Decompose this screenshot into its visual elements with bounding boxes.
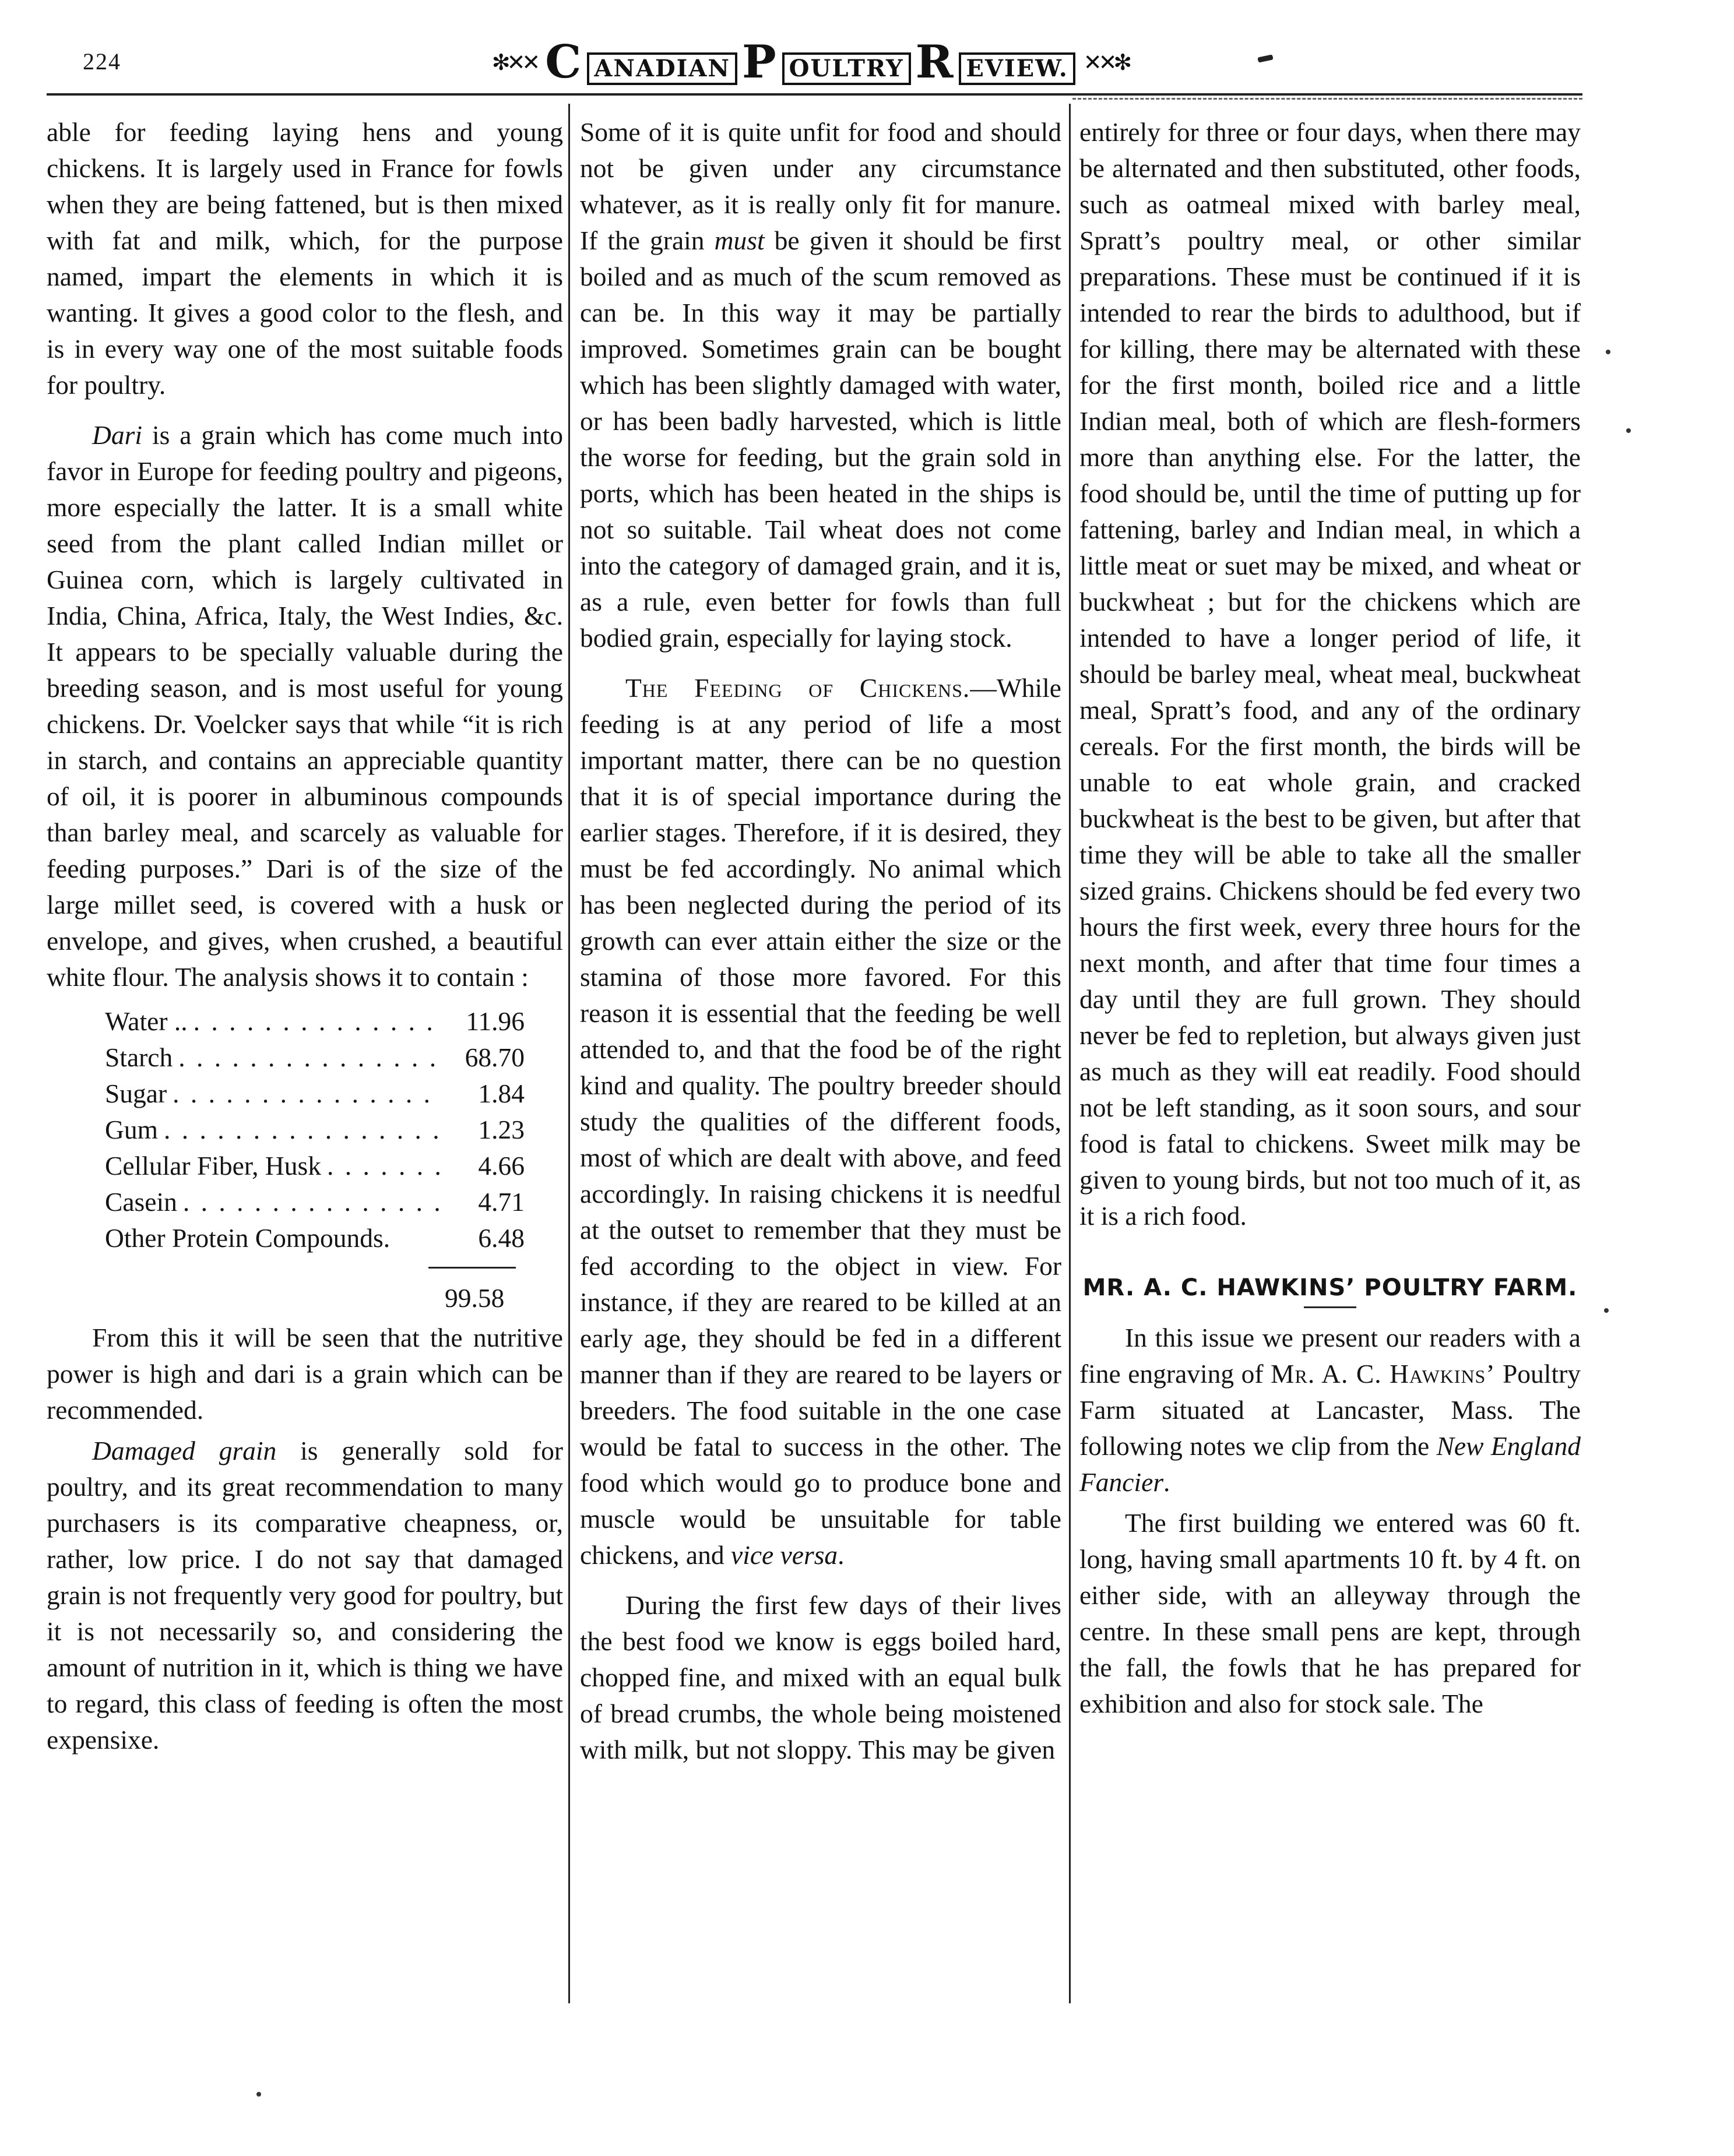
heading-rule bbox=[1304, 1306, 1356, 1308]
analysis-row: Casein . . . 4.71 bbox=[105, 1184, 525, 1220]
ink-mark bbox=[1257, 54, 1273, 62]
speck bbox=[1604, 1308, 1609, 1313]
header-rule bbox=[47, 93, 1582, 96]
masthead-initial-p: P bbox=[742, 36, 778, 89]
article-heading: MR. A. C. HAWKINS’ POULTRY FARM. bbox=[1082, 1274, 1578, 1301]
column-rule-1 bbox=[568, 104, 570, 2003]
paragraph: During the first few days of their lives the best food we know is eggs boiled hard, chopped fine, and mixed with an equal bulk of bread crumbs, the whole being moistened with milk, but not sloppy. This may be given bbox=[580, 1590, 1061, 1764]
paragraph: From this it will be seen that the nutritive power is high and dari is a grain which can be recommended. bbox=[47, 1323, 563, 1425]
analysis-row: Sugar . . . 1.84 bbox=[105, 1076, 525, 1112]
column-2 bbox=[580, 114, 1061, 1768]
person-name: Mr. A. C. Hawkins’ bbox=[1271, 1359, 1496, 1389]
masthead bbox=[491, 30, 1129, 94]
masthead-initial-r: R bbox=[915, 36, 955, 89]
paragraph: The first building we entered was 60 ft. long, having small apartments 10 ft. by 4 ft. on either side, with an alleyway through the centre. In these small pens are kept, through the fall, the fowls that he has prepared for exhibition and also for stock sale. The bbox=[1079, 1508, 1581, 1718]
masthead-word-poultry: OULTRY bbox=[782, 52, 911, 85]
analysis-row: Gum . . . 1.23 bbox=[105, 1112, 525, 1148]
masthead-initial-c: C bbox=[545, 36, 583, 89]
masthead-title bbox=[545, 36, 1075, 89]
analysis-table bbox=[105, 1003, 525, 1256]
term-dari: Dari bbox=[92, 420, 142, 450]
source-title: New England Fancier bbox=[1079, 1431, 1581, 1497]
paragraph: Some of it is quite unfit for food and should not be given under any circumstance whatever, as it is really only fit for manure. If the grain must be given it should be first boiled and as much of the scum removed as can be. In this way it may be partially improved. Sometimes grain can be bought which has been slightly damaged with water, or has been badly harvested, which is little the worse for feeding, but the grain sold in ports, which has been heated in the ships is not so suitable. Tail wheat does not come into the category of damaged grain, and it is, as a rule, even better for fowls than full bodied grain, especially for laying stock. bbox=[580, 117, 1061, 653]
column-1 bbox=[47, 114, 563, 1758]
analysis-total: 99.58 bbox=[445, 1283, 505, 1313]
analysis-row: Cellular Fiber, Husk . . . 4.66 bbox=[105, 1148, 525, 1184]
left-ornament-icon: ✻✕✕ bbox=[491, 50, 537, 75]
right-ornament-icon: ✕✕✻ bbox=[1083, 50, 1129, 75]
masthead-word-canadian: ANADIAN bbox=[587, 52, 737, 85]
header-rule-faint bbox=[1072, 98, 1582, 100]
analysis-row: Other Protein Compounds. 6.48 bbox=[105, 1223, 525, 1253]
page-number: 224 bbox=[83, 48, 121, 75]
paragraph: entirely for three or four days, when there may be alternated and then substituted, other foods, such as oatmeal mixed with barley meal, Spratt’s poultry meal, or other similar preparations. These must be continued if it is intended to rear the birds to adulthood, but if for killing, there may be alternated with these for the first month, boiled rice and a little Indian meal, both of which are flesh-formers more than anything else. For the latter, the food should be, until the time of putting up for fattening, barley and Indian meal, in which a little meat or suet may be mixed, and wheat or buckwheat ; but for the chickens which are intended to have a longer period of life, it should be barley meal, wheat meal, buckwheat meal, Spratt’s food, and any of the ordinary cereals. For the first month, the birds will be unable to eat whole grain, and cracked buckwheat is the best to be given, but after that time they will be able to take all the smaller sized grains. Chickens should be fed every two hours the first week, every three hours for the next month, and after that time four times a day until they are full grown. They should never be fed to repletion, but always given just as much as they will eat readily. Food should not be left standing, as it soon sours, and sour food is fatal to chickens. Sweet milk may be given to young birds, but not too much of it, as it is a rich food. bbox=[1079, 117, 1581, 1231]
term-damaged-grain: Damaged grain bbox=[92, 1436, 277, 1465]
sum-rule bbox=[428, 1267, 516, 1269]
paragraph-dari: Dari is a grain which has come much into favor in Europe for feeding poultry and pigeons, more especially the latter. It is a small white seed from the plant called Indian millet or Guinea corn, which is largely cultivated in India, China, Africa, Italy, the West Indies, &c. It appears to be specially valuable during the breeding season, and is most useful for young chickens. Dr. Voelcker says that while “it is rich in starch, and contains an appreciable quantity of oil, it is poorer in albuminous compounds than barley meal, and scarcely as valuable for feeding purposes.” Dari is of the size of the large millet seed, is covered with a husk or envelope, and gives, when crushed, a beautiful white flour. The analysis shows it to contain : bbox=[47, 420, 563, 992]
analysis-row: Water .. . . . 11.96 bbox=[105, 1003, 525, 1040]
masthead-word-review: EVIEW. bbox=[959, 52, 1075, 85]
column-rule-2 bbox=[1069, 104, 1071, 2003]
speck bbox=[256, 2092, 261, 2097]
paragraph: able for feeding laying hens and young chickens. It is largely used in France for fowls when they are being fattened, but is then mixed with fat and milk, which, for the purpose named, impart the elements in which it is wanting. It gives a good color to the flesh, and is in every way one of the most suitable foods for poultry. bbox=[47, 117, 563, 400]
speck bbox=[1626, 428, 1631, 433]
paragraph-damaged-grain: Damaged grain is generally sold for poultry, and its great recommendation to many purchasers is its comparative cheapness, or, rather, low price. I do not say that damaged grain is not frequently very good for poultry, but it is not necessarily so, and considering the amount of nutrition in it, which is thing we have to regard, this class of feeding is often the most expensixe. bbox=[47, 1436, 563, 1755]
speck bbox=[1606, 350, 1610, 354]
paragraph-feeding-of-chickens: The Feeding of Chickens.—While feeding is at any period of life a most important matter, there can be no question that it is of special importance during the earlier stages. Therefore, if it is desired, they must be fed accordingly. No animal which has been neglected during the period of its growth can ever attain either the size or the stamina of those more favored. For this reason it is essential that the feeding be well attended to, and that the food be of the right kind and quality. The poultry breeder should study the qualities of the different foods, most of which are dealt with above, and feed accordingly. In raising chickens it is needful at the outset to remember that they must be fed according to the object in view. For instance, if they are reared to be killed at an early age, they should be fed in a different manner than if they are reared to be layers or breeders. The food suitable in the one case would be fatal to success in the other. The food which would go to produce bone and muscle would be unsuitable for table chickens, and vice versa. bbox=[580, 673, 1061, 1570]
analysis-row: Starch . . . 68.70 bbox=[105, 1040, 525, 1076]
column-3 bbox=[1079, 114, 1581, 1722]
section-title: The Feeding of Chickens. bbox=[625, 673, 970, 703]
paragraph: In this issue we present our readers with a fine engraving of Mr. A. C. Hawkins’ Poultry Farm situated at Lancaster, Mass. The following notes we clip from the New England Fancier. bbox=[1079, 1323, 1581, 1497]
